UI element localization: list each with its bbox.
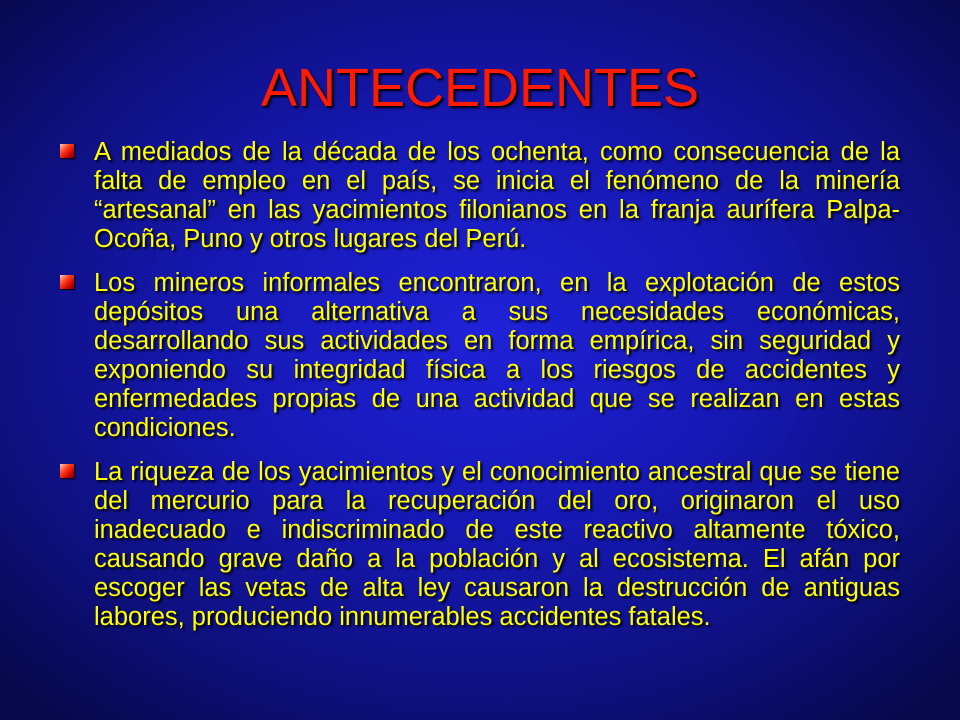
bullet-item-2 (60, 269, 900, 443)
slide-title: ANTECEDENTES (260, 58, 700, 118)
square-bullet-icon (60, 144, 74, 158)
bullet-text-3: La riqueza de los yacimientos y el conocimiento ancestral que se tiene del mercurio para la recuperación del oro, originaron el uso inadecuado e indiscriminado de este reactivo altamente tóxico, causando grave daño a la población y al ecosistema. El afán por escoger las vetas de alta ley causaron la destrucción de antiguas labores, produciendo innumerables accidentes fatales. (94, 458, 900, 631)
bullet-list (60, 138, 900, 647)
square-bullet-icon (60, 275, 74, 289)
bullet-item-3 (60, 458, 900, 632)
bullet-item-1 (60, 138, 900, 254)
bullet-text-2: Los mineros informales encontraron, en la explotación de estos depósitos una alternativa a sus necesidades económicas, desarrollando sus actividades en forma empírica, sin seguridad y exponiendo su integridad física a los riesgos de accidentes y enfermedades propias de una actividad que se realizan en estas condiciones. (94, 269, 900, 442)
bullet-text-1: A mediados de la década de los ochenta, como consecuencia de la falta de empleo en el país, se inicia el fenómeno de la minería “artesanal” en las yacimientos filonianos en la franja aurífera Palpa- Ocoña, Puno y otros lugares del Perú. (94, 138, 900, 253)
square-bullet-icon (60, 464, 74, 478)
